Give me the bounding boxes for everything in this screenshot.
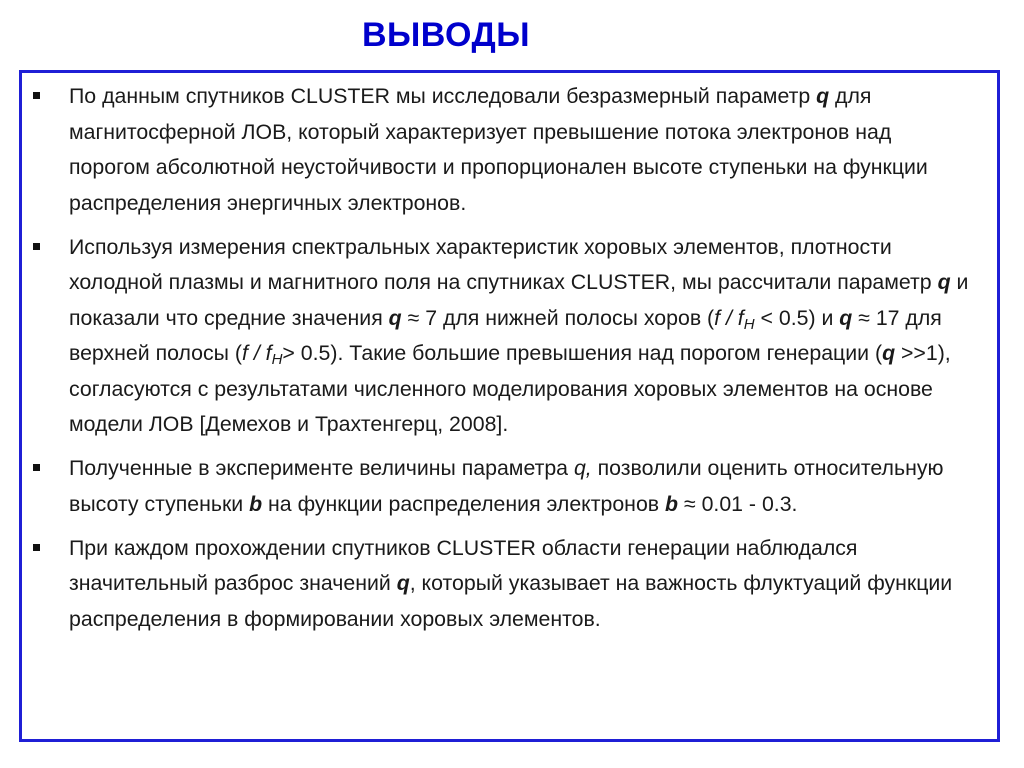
bullet-text: [69, 451, 974, 522]
text-run: H: [743, 315, 755, 333]
text-run: При каждом прохождении спутников CLUSTER области генерации наблюдался значительный разброс значений: [69, 535, 858, 595]
text-run: q,: [573, 456, 592, 480]
bullet-text: [69, 531, 974, 638]
text-run: b: [665, 491, 679, 516]
text-run: >>1), согласуются с результатами численного моделирования хоровых элементов на основе модели ЛОВ [Демехов и Трахтенгерц, 2008].: [69, 341, 951, 436]
text-run: , который указывает на важность флуктуаций функции распределения в формировании хоровых элементов.: [69, 571, 953, 631]
bullet-marker-icon: [33, 243, 40, 250]
text-run: q: [937, 270, 951, 294]
text-run: ≈ 7 для нижней полосы хоров (: [401, 305, 715, 330]
text-run: По данным спутников CLUSTER мы исследовали безразмерный параметр: [69, 84, 817, 108]
bullet-list: [26, 79, 974, 646]
text-run: f / f: [714, 305, 744, 330]
text-run: b: [249, 491, 263, 516]
bullet-marker-icon: [33, 92, 40, 99]
text-run: для магнитосферной ЛОВ, который характеризует превышение потока электронов над порогом абсолютной неустойчивости и пропорционален высоте ступеньки на функции распределения энергичных электронов.: [69, 84, 928, 215]
bullet-item: [26, 451, 974, 522]
text-run: < 0.5) и: [754, 305, 840, 330]
text-run: Используя измерения спектральных характеристик хоровых элементов, плотности холодной плазмы и магнитного поля на спутниках CLUSTER, мы рассчитали параметр: [69, 234, 938, 294]
text-run: на функции распределения электронов: [262, 491, 666, 516]
text-run: ≈ 0.01 - 0.3.: [678, 491, 798, 516]
text-run: и показали что средние значения: [69, 270, 969, 330]
text-run: ≈ 17 для верхней полосы (: [69, 305, 942, 365]
text-run: q: [816, 84, 830, 108]
text-run: f / f: [241, 341, 272, 365]
text-run: q: [839, 305, 853, 330]
text-run: > 0.5). Такие большие превышения над порогом генерации (: [282, 341, 883, 365]
bullet-marker-icon: [33, 544, 40, 551]
text-run: q: [388, 305, 402, 330]
bullet-item: [26, 79, 974, 221]
slide-title: ВЫВОДЫ: [361, 16, 531, 54]
bullet-text: [69, 79, 974, 221]
text-run: q: [396, 571, 410, 595]
text-run: q: [882, 341, 896, 365]
text-run: позволили оценить относительную высоту ступеньки: [69, 456, 944, 516]
bullet-text: [69, 230, 974, 443]
text-run: Полученные в эксперименте величины параметра: [69, 456, 574, 480]
text-run: H: [271, 351, 283, 368]
bullet-item: [26, 230, 974, 443]
bullet-marker-icon: [33, 464, 40, 471]
bullet-item: [26, 531, 974, 638]
